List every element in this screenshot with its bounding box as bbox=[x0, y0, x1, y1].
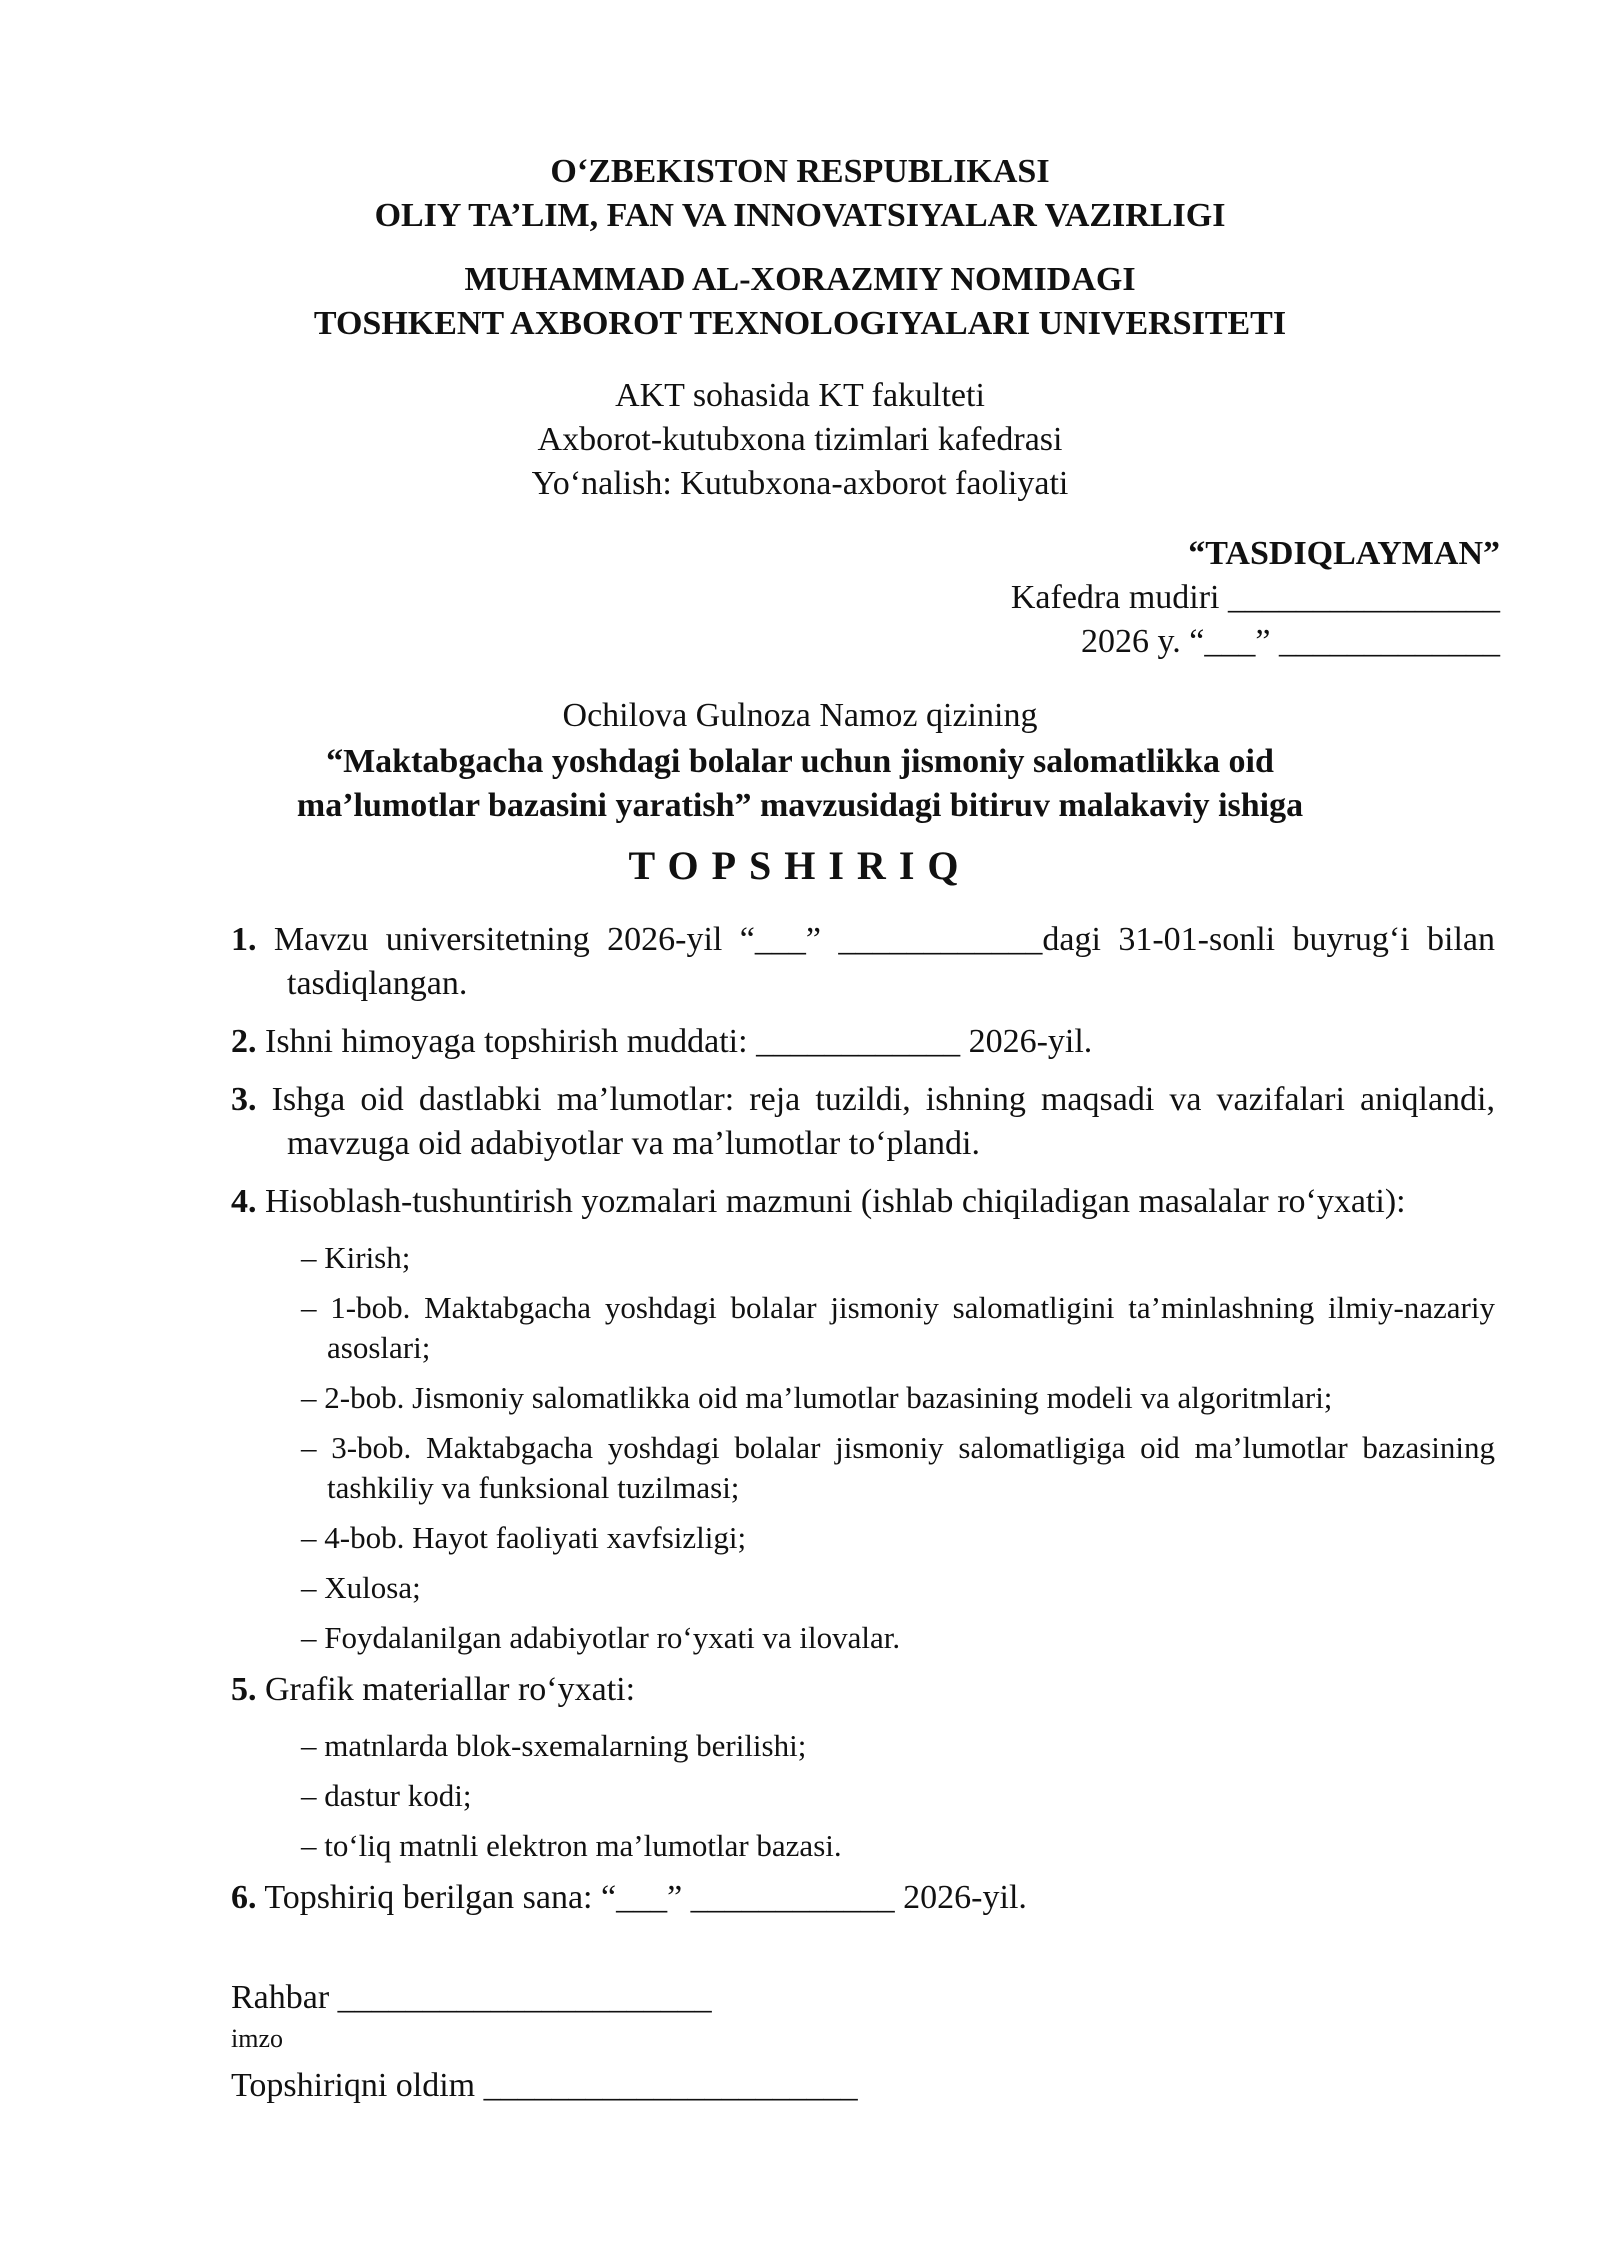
approval-head-line: Kafedra mudiri ________________ bbox=[1010, 579, 1500, 616]
list-item: – Kirish; bbox=[301, 1240, 411, 1275]
list-item: – Xulosa; bbox=[301, 1570, 421, 1605]
faculty-block bbox=[0, 374, 1600, 506]
ministry-line-1: O‘ZBEKISTON RESPUBLIKASI bbox=[550, 153, 1050, 190]
task-item-5: 5. Grafik materiallar ro‘yxati: bbox=[231, 1671, 636, 1708]
list-item: – to‘liq matnli elektron ma’lumotlar bazasi. bbox=[301, 1828, 842, 1863]
list-item: – Foydalanilgan adabiyotlar ro‘yxati va ilovalar. bbox=[301, 1620, 901, 1655]
topic-line-2: ma’lumotlar bazasini yaratish” mavzusidagi bitiruv malakaviy ishiga bbox=[296, 787, 1304, 824]
task-item-4: 4. Hisoblash-tushuntirish yozmalari mazmuni (ishlab chiqiladigan masalalar ro‘yxati): bbox=[231, 1183, 1406, 1220]
approval-date-line: 2026 y. “___” _____________ bbox=[1081, 623, 1500, 660]
student-name: Ochilova Gulnoza Namoz qizining bbox=[562, 697, 1038, 734]
ministry-line-2: OLIY TA’LIM, FAN VA INNOVATSIYALAR VAZIRLIGI bbox=[374, 197, 1226, 234]
task-title: TOPSHIRIQ bbox=[628, 843, 972, 888]
task-item-1: 1. Mavzu universitetning 2026-yil “___” ____________dagi 31-01-sonli buyrug‘i bilan tasdiqlangan. bbox=[231, 921, 1496, 1002]
approval-title: “TASDIQLAYMAN” bbox=[1188, 535, 1500, 572]
list-item: – 1-bob. Maktabgacha yoshdagi bolalar jismoniy salomatligini ta’minlashning ilmiy-nazariy asoslari; bbox=[301, 1290, 1495, 1365]
topic-line-1: “Maktabgacha yoshdagi bolalar uchun jismoniy salomatlikka oid bbox=[326, 743, 1274, 780]
topic-block bbox=[0, 740, 1600, 828]
task-item-6: 6. Topshiriq berilgan sana: “___” ____________ 2026-yil. bbox=[231, 1879, 1027, 1916]
faculty-name: AKT sohasida KT fakulteti bbox=[615, 377, 985, 414]
task-body bbox=[231, 918, 1495, 1934]
received-signature-line: Topshiriqni oldim ______________________ bbox=[231, 2067, 858, 2104]
direction-name: Yo‘nalish: Kutubxona-axborot faoliyati bbox=[531, 465, 1069, 502]
list-item: – dastur kodi; bbox=[301, 1778, 472, 1813]
list-item: – 2-bob. Jismoniy salomatlikka oid ma’lumotlar bazasining modeli va algoritmlari; bbox=[301, 1380, 1333, 1415]
task-item-3: 3. Ishga oid dastlabki ma’lumotlar: reja tuzildi, ishning maqsadi va vazifalari aniqlandi, mavzuga oid adabiyotlar va ma’lumotlar to‘plandi. bbox=[231, 1081, 1496, 1162]
university-header bbox=[0, 258, 1600, 346]
university-line-2: TOSHKENT AXBOROT TEXNOLOGIYALARI UNIVERSITETI bbox=[313, 305, 1287, 342]
task-item-2: 2. Ishni himoyaga topshirish muddati: ____________ 2026-yil. bbox=[231, 1023, 1093, 1060]
ministry-header bbox=[0, 150, 1600, 238]
university-line-1: MUHAMMAD AL-XORAZMIY NOMIDAGI bbox=[464, 261, 1136, 298]
list-item: – 4-bob. Hayot faoliyati xavfsizligi; bbox=[301, 1520, 747, 1555]
list-item: – 3-bob. Maktabgacha yoshdagi bolalar jismoniy salomatligiga oid ma’lumotlar bazasining tashkiliy va funksional tuzilmasi; bbox=[301, 1430, 1495, 1505]
approval-block bbox=[700, 532, 1500, 664]
list-item: – matnlarda blok-sxemalarning berilishi; bbox=[301, 1728, 807, 1763]
supervisor-signature-line: Rahbar ______________________ bbox=[231, 1979, 712, 2016]
signature-caption: imzo bbox=[231, 2024, 283, 2053]
department-name: Axborot-kutubxona tizimlari kafedrasi bbox=[537, 421, 1063, 458]
